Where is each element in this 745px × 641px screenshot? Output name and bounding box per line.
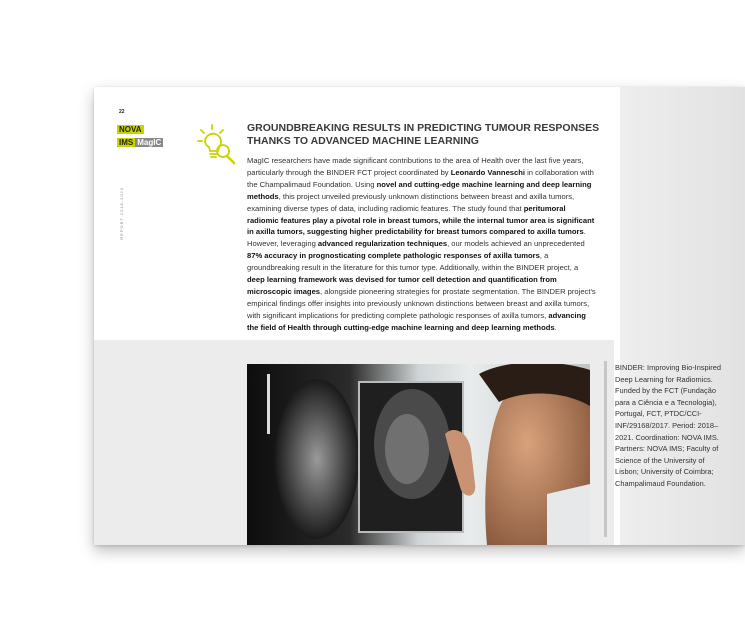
body-text-1: MagIC researchers have made significant contributions to the area of Health over the last five years, particularly through the BINDER FCT project coordinated by xyxy=(247,156,584,177)
body-text-7: , alongside pioneering strategies for prostate segmentation. The BINDER project's empirical findings offer insights into previously unknown distinctions between breast and axilla tumors, with significant implications for predicting complete pathologic responses of axilla tumors, xyxy=(247,286,596,320)
body-bold-3: peritumoral radiomic features play a pivotal role in breast tumors, while the internal tumor area is significant in axilla tumors, suggesting higher predictability for breast tumors compared to axilla tumors xyxy=(247,203,595,237)
body-bold-4: advanced regularization techniques xyxy=(317,239,448,249)
logo-nova: NOVA xyxy=(119,125,142,134)
report-side-label: REPORT 2018-2023 xyxy=(119,187,124,240)
doctor-xray-photo xyxy=(247,364,590,545)
nova-ims-magic-logo xyxy=(117,119,167,147)
logo-ims: IMS xyxy=(119,138,134,147)
body-bold-2: novel and cutting-edge machine learning and deep learning methods xyxy=(247,179,592,201)
body-text-8: . xyxy=(554,322,557,332)
body-bold-5: 87% accuracy in prognosticating complete pathologic responses of axilla tumors xyxy=(247,251,540,261)
article-title: GROUNDBREAKING RESULTS IN PREDICTING TUMOUR RESPONSES THANKS TO ADVANCED MACHINE LEARNING xyxy=(247,122,600,147)
body-text-2: in collaboration with the Champalimaud Foundation. Using xyxy=(247,167,594,189)
article-body xyxy=(247,155,597,334)
body-text-4: . However, leveraging xyxy=(247,227,586,249)
body-text-3: , this project unveiled previously unknown distinctions between breast and axilla tumors, examining diverse types of data, including radiomic features. The study found that xyxy=(247,191,575,213)
page-number: 22 xyxy=(119,109,125,115)
logo-magic: MagIC xyxy=(137,138,162,147)
body-bold-7: advancing the field of Health through cutting-edge machine learning and deep learning methods xyxy=(247,310,586,332)
lightbulb-magnifier-icon xyxy=(197,123,239,167)
report-page xyxy=(94,87,745,545)
body-text-5: , our models achieved an unprecedented xyxy=(447,239,585,249)
body-bold-6: deep learning framework was devised for tumor cell detection and quantification from microscopic images xyxy=(247,275,557,296)
body-bold-1: Leonardo Vanneschi xyxy=(450,167,525,177)
project-caption: BINDER: Improving Bio-Inspired Deep Learning for Radiomics. Funded by the FCT (Fundação para a Ciência e a Tecnologia), Portugal, FCT, PTDC/CCI-INF/29168/2017. Period: 2018–2021. Coordination: NOVA IMS. Partners: NOVA IMS; Faculty of Science of the University of Lisbon; University of Coimbra; Champalimaud Foundation. xyxy=(615,363,721,488)
body-text-6: , a groundbreaking result in the literature for this tumor type. Additionally, within the BINDER project, a xyxy=(247,251,579,273)
caption-divider xyxy=(604,361,607,537)
